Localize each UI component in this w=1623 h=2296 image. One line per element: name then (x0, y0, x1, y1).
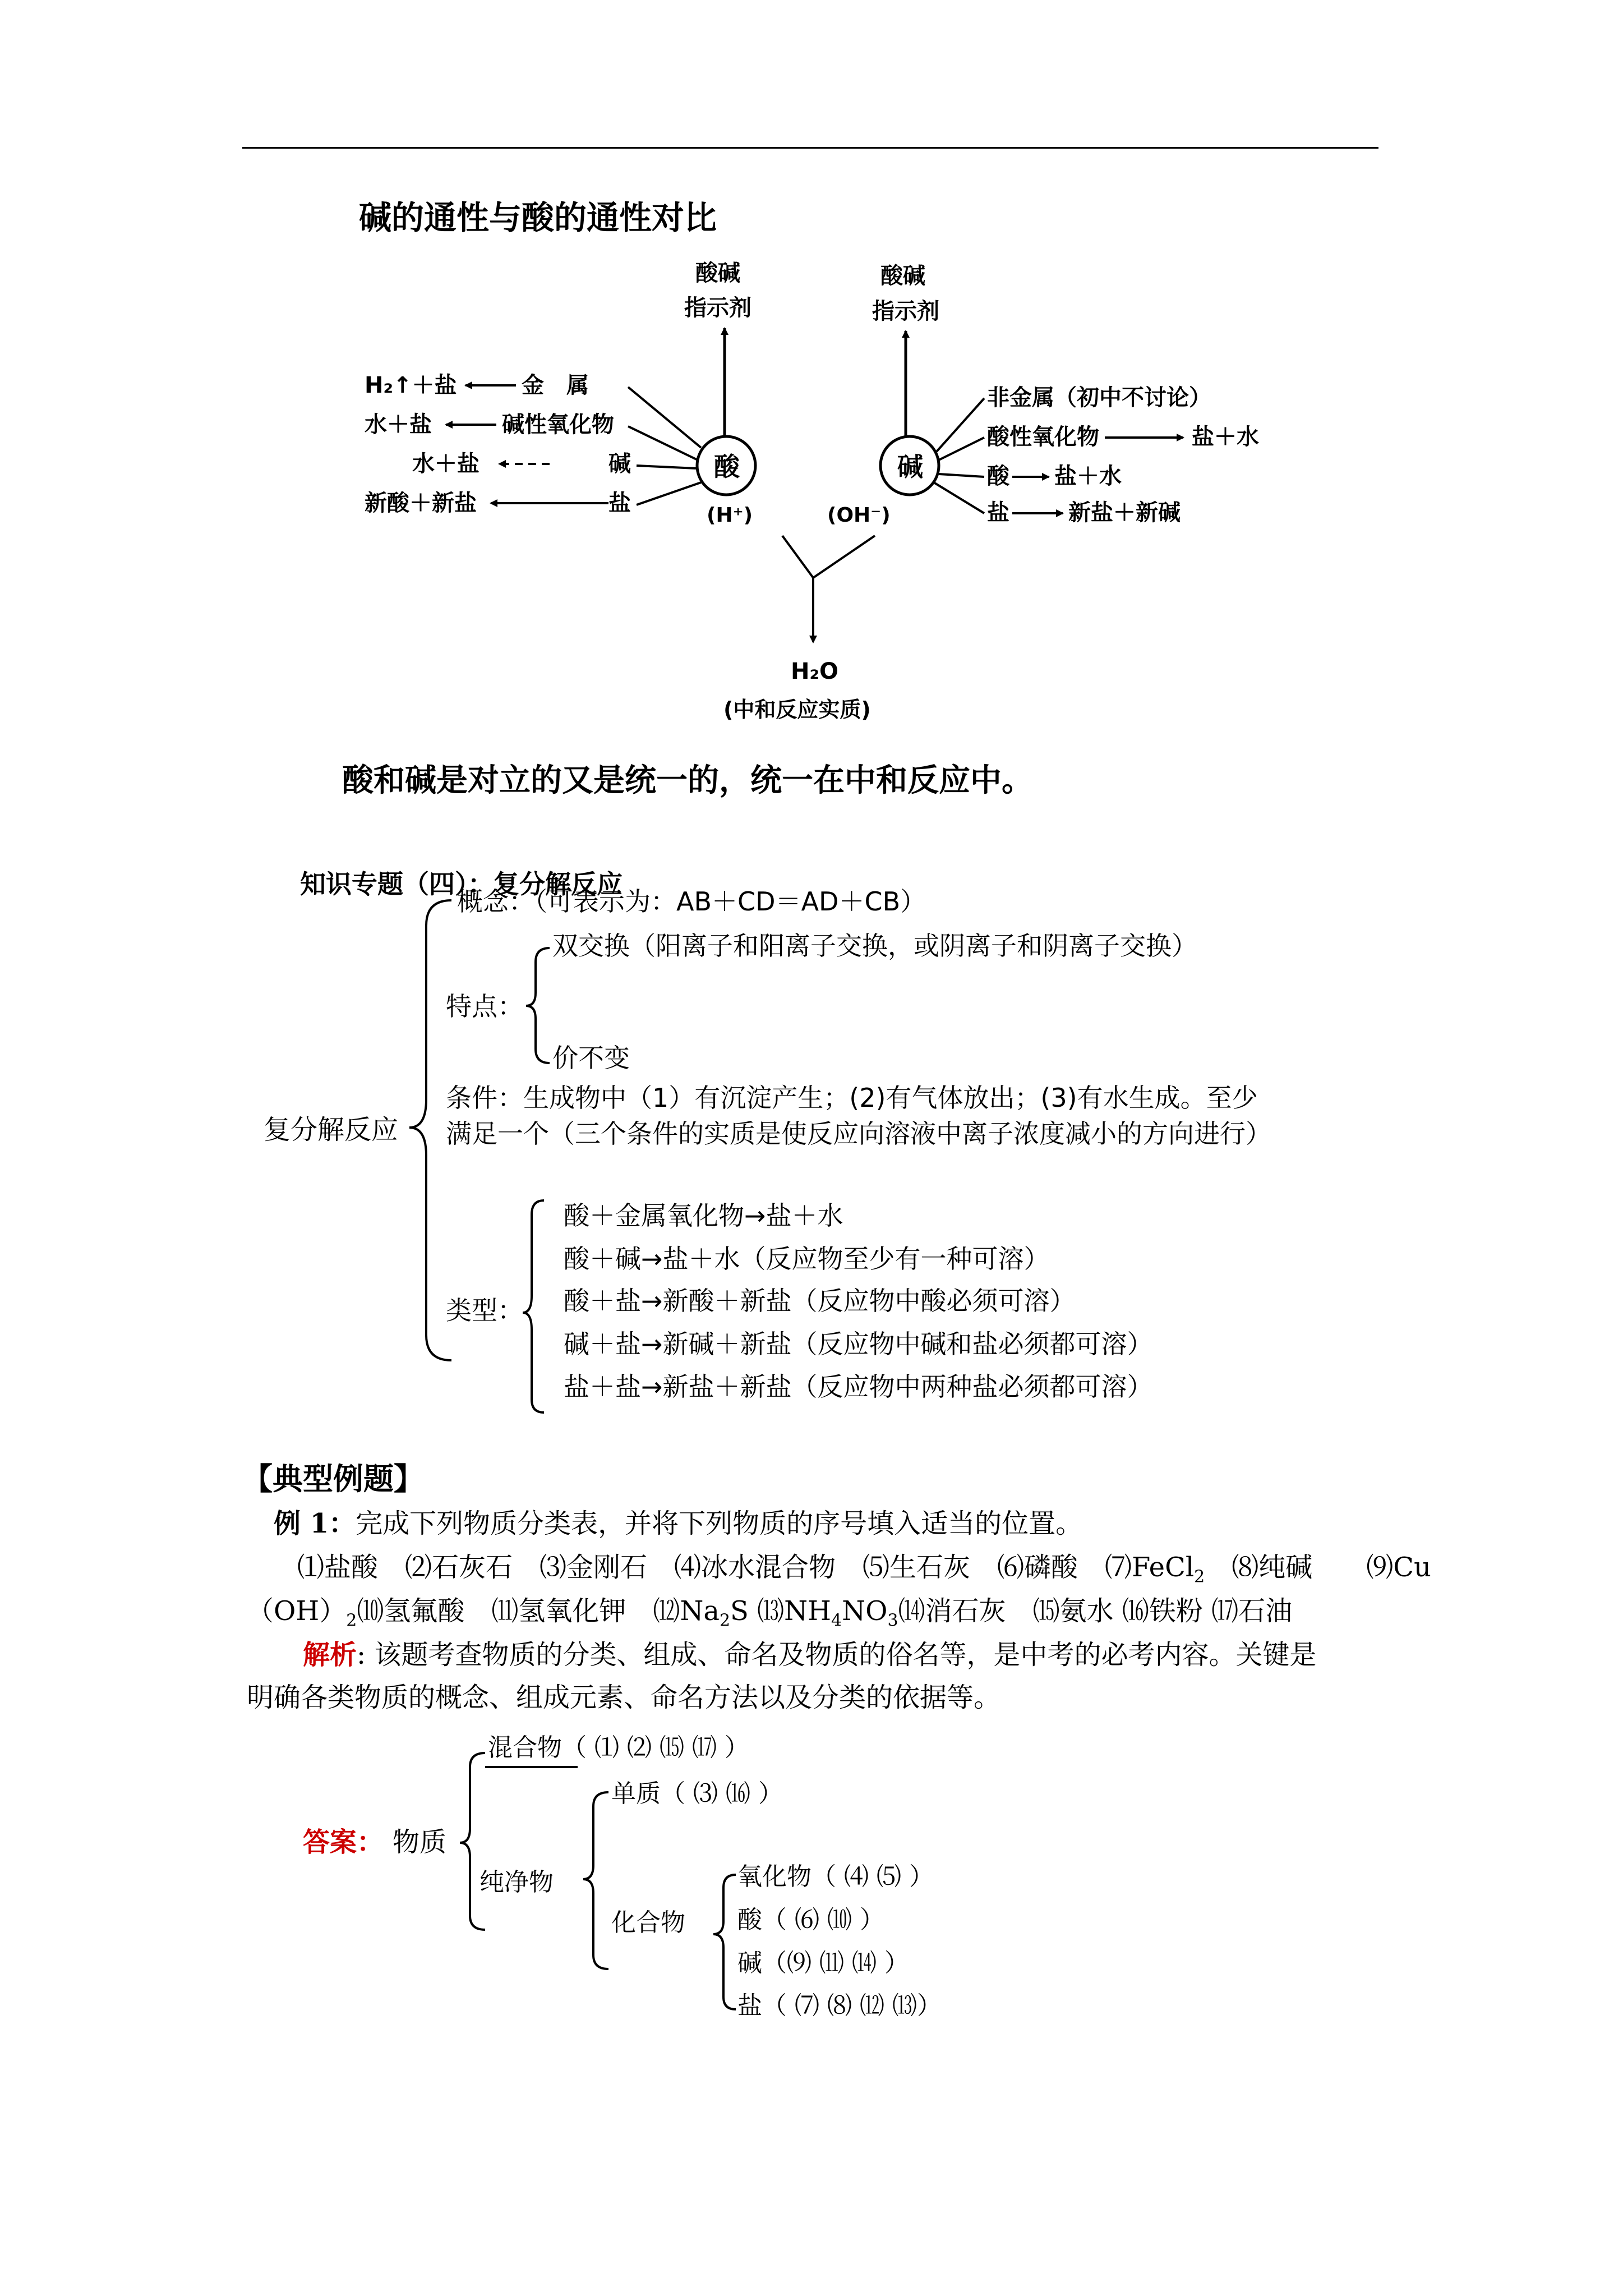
diagram-footer: 酸和碱是对立的又是统一的，统一在中和反应中。 (342, 762, 1033, 799)
answer-root: 物质 (393, 1826, 447, 1858)
items-line-2-sub3: 4 (831, 1611, 842, 1631)
pure-brace (583, 1792, 608, 1969)
section4-title: 知识专题（四）：复分解反应 (300, 869, 623, 899)
acid-prop-4-line (637, 482, 701, 505)
features-label: 特点： (446, 991, 523, 1022)
base-prop-3-line (939, 474, 984, 477)
acid-prop-1-reactant: 金 属 (522, 372, 589, 398)
type-1: 酸＋金属氧化物→盐＋水 (564, 1200, 843, 1231)
items-line-2-c: S ⒀NH (730, 1595, 832, 1627)
header-rule (242, 147, 1378, 149)
base-prop-3-product: 盐＋水 (1054, 463, 1122, 489)
base-circle-label: 碱 (897, 452, 923, 482)
base-prop-1-line (937, 398, 984, 452)
acid-prop-1-line (628, 387, 701, 448)
compound-node: 化合物 (611, 1908, 685, 1937)
water-note: (中和反应实质) (723, 697, 871, 722)
acid-prop-2-product: 水＋盐 (365, 412, 432, 438)
condition-line-2: 满足一个（三个条件的实质是使反应向溶液中离子浓度减小的方向进行） (446, 1119, 1271, 1149)
items-line-1-text: ⑴盐酸 ⑵石灰石 ⑶金刚石 ⑷冰水混合物 ⑸生石灰 ⑹磷酸 ⑺FeCl (297, 1552, 1195, 1583)
base-prop-4-reactant: 盐 (987, 500, 1009, 526)
features-brace (526, 948, 550, 1063)
analysis-label: 解析 (303, 1639, 357, 1671)
base-prop-2-product: 盐＋水 (1192, 424, 1259, 450)
acid-prop-3-product: 水＋盐 (412, 451, 479, 477)
example1-line (274, 1503, 1082, 1544)
base-indicator-bottom: 指示剂 (872, 298, 939, 324)
types-label: 类型： (446, 1295, 523, 1326)
items-line-1 (297, 1547, 1431, 1598)
acid-prop-4-reactant: 盐 (608, 490, 631, 516)
items-line-2-sub2: 2 (719, 1611, 731, 1631)
items-line-1-tail: ⑻纯碱 ⑼Cu (1205, 1552, 1431, 1583)
concept-line: 概念：（可表示为：AB＋CD＝AD＋CB） (457, 886, 926, 917)
types-brace (523, 1200, 544, 1412)
base-prop-4-product: 新盐＋新碱 (1068, 500, 1181, 526)
water-label: H₂O (791, 659, 838, 684)
pure-node: 纯净物 (479, 1868, 554, 1897)
acid-indicator-top: 酸碱 (695, 260, 740, 286)
acid-prop-1-product: H₂↑＋盐 (365, 372, 457, 398)
element-node: 单质（ ⑶ ⒃ ） (611, 1779, 783, 1808)
base-indicator-top: 酸碱 (880, 263, 925, 289)
items-line-2-sub1: 2 (346, 1611, 357, 1631)
oxide-node: 氧化物（ ⑷ ⑸ ） (737, 1862, 934, 1891)
acid-indicator-bottom: 指示剂 (684, 295, 751, 321)
type-3: 酸＋盐→新酸＋新盐（反应物中酸必须可溶） (564, 1286, 1076, 1316)
items-line-2-e: ⒁消石灰 ⒂氨水 ⒃铁粉 ⒄石油 (898, 1595, 1293, 1627)
base-prop-1-reactant: 非金属（初中不讨论） (987, 385, 1211, 411)
items-line-2-a: （OH） (247, 1595, 347, 1627)
oh-ion-line (813, 536, 875, 578)
root-brace (460, 1753, 485, 1930)
example1-text: 完成下列物质分类表，并将下列物质的序号填入适当的位置。 (356, 1508, 1083, 1539)
type-5: 盐＋盐→新盐＋新盐（反应物中两种盐必须都可溶） (564, 1372, 1153, 1402)
items-line-2-b: ⑽氢氟酸 ⑾氢氧化钾 ⑿Na (357, 1595, 720, 1627)
h-ion-label: (H⁺) (707, 504, 753, 527)
compound-brace (713, 1875, 736, 2009)
acid-prop-2-line (628, 426, 698, 460)
h-ion-line (782, 536, 813, 578)
items-line-2-d: NO (842, 1595, 888, 1627)
acid-prop-3-line (637, 466, 697, 468)
analysis-line-2: 明确各类物质的概念、组成元素、命名方法以及分类的依据等。 (247, 1682, 1001, 1713)
acid-prop-3-reactant: 碱 (608, 451, 631, 477)
acid-node: 酸（ ⑹ ⑽ ） (737, 1906, 884, 1934)
acid-prop-4-product: 新酸＋新盐 (365, 490, 477, 516)
salt-node: 盐（ ⑺ ⑻ ⑿ ⒀） (737, 1991, 942, 2020)
examples-heading: 【典型例题】 (242, 1461, 424, 1497)
example1-label: 例 1： (274, 1508, 356, 1539)
base-prop-3-reactant: 酸 (987, 463, 1009, 489)
diagram-title: 碱的通性与酸的通性对比 (359, 199, 717, 237)
answer-label: 答案： (303, 1826, 384, 1858)
oh-ion-label: (OH⁻) (827, 504, 891, 527)
items-line-2-sub4: 3 (887, 1611, 898, 1631)
root-label: 复分解反应 (264, 1114, 399, 1145)
answer-tree (292, 1728, 1077, 2031)
acid-prop-2-reactant: 碱性氧化物 (502, 412, 614, 438)
base-prop-4-line (934, 482, 984, 513)
double-decomposition-tree (258, 864, 1436, 1425)
root-brace (409, 900, 451, 1360)
acid-base-diagram (325, 185, 1335, 825)
items-line-2 (247, 1591, 1292, 1641)
type-2: 酸＋碱→盐＋水（反应物至少有一种可溶） (564, 1244, 1050, 1274)
base-node: 碱（⑼ ⑾ ⒁ ） (737, 1949, 909, 1977)
feature-1: 双交换（阳离子和阳离子交换，或阴离子和阴离子交换） (552, 931, 1197, 961)
base-prop-2-reactant: 酸性氧化物 (987, 424, 1099, 450)
analysis-text-1: : 该题考查物质的分类、组成、命名及物质的俗名等，是中考的必考内容。关键是 (357, 1639, 1317, 1671)
items-line-1-sub: 2 (1194, 1567, 1205, 1587)
condition-line-1: 条件：生成物中（1）有沉淀产生；(2)有气体放出；(3)有水生成。至少 (446, 1083, 1258, 1113)
analysis-line-1 (303, 1635, 1316, 1675)
acid-circle-label: 酸 (714, 452, 740, 482)
mixture-node: 混合物（ ⑴ ⑵ ⒂ ⒄ ） (488, 1733, 749, 1762)
type-4: 碱＋盐→新碱＋新盐（反应物中碱和盐必须都可溶） (564, 1329, 1153, 1359)
feature-2: 价不变 (552, 1043, 630, 1073)
